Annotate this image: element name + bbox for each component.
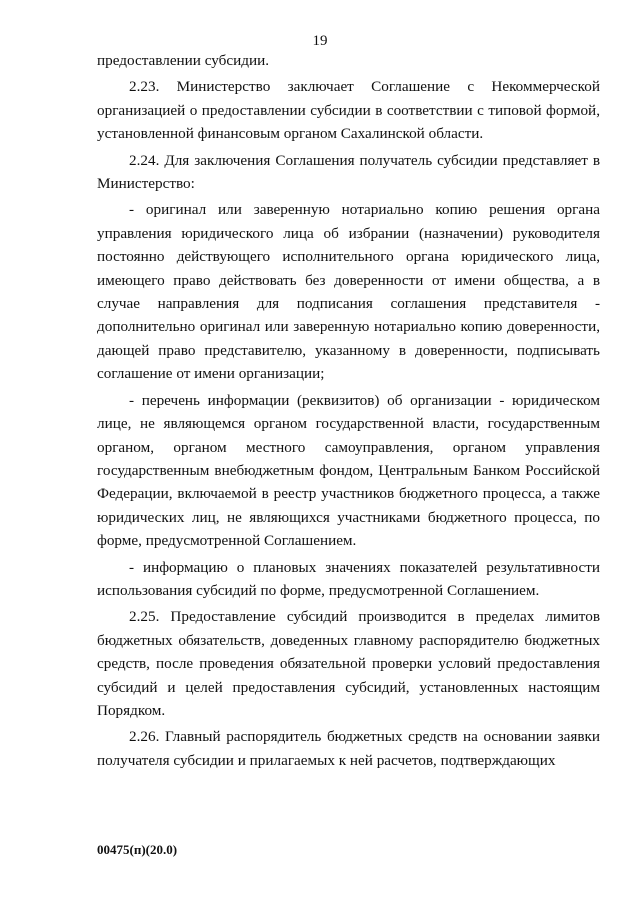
paragraph-continuation: предоставлении субсидии.	[97, 52, 270, 69]
paragraph-2-23: 2.23. Министерство заключает Соглашение с Некоммерческой организацией о предоставлении субсидии в соответствии с типовой формой, установленной финансовым органом Сахалинской области.	[97, 78, 600, 143]
paragraph-2-25: 2.25. Предоставление субсидий производится в пределах лимитов бюджетных обязательств, доведенных главному распорядителю бюджетных средств, после проведения обязательной проверки условий предоставления субсидий и целей предоставления субсидий, установленных настоящим Порядком.	[97, 608, 600, 719]
paragraph-2-24: 2.24. Для заключения Соглашения получатель субсидии представляет в Министерство:	[97, 151, 600, 193]
document-code: 00475(п)(20.0)	[97, 842, 178, 857]
list-item-performance-indicators: - информацию о плановых значениях показателей результативности использования субсидий по форме, предусмотренной Соглашением.	[97, 558, 600, 599]
document-body	[97, 49, 600, 775]
list-item-requisites: - перечень информации (реквизитов) об организации - юридическом лице, не являющемся органом государственной власти, государственным органом, органом местного самоуправления, органом управления государственным внебюджетным фондом, Центральным Банком Российской Федерации, включаемой в реестр участников бюджетного процесса, а также юридических лиц, не являющихся участниками бюджетного процесса, по форме, предусмотренной Соглашением.	[97, 391, 600, 550]
paragraph-2-26: 2.26. Главный распорядитель бюджетных средств на основании заявки получателя субсидии и прилагаемых к ней расчетов, подтверждающих	[97, 728, 600, 769]
list-item-decision-copy: - оригинал или заверенную нотариально копию решения органа управления юридического лица об избрании (назначении) руководителя постоянно действующего исполнительного органа юридического лица, имеющего право действовать без доверенности от имени общества, а в случае направления для подписания соглашения представителя - дополнительно оригинал или заверенную нотариально копию доверенности, дающей право представителю, указанному в доверенности, подписывать соглашение от имени организации;	[97, 201, 600, 383]
page-number: 19	[312, 33, 328, 49]
